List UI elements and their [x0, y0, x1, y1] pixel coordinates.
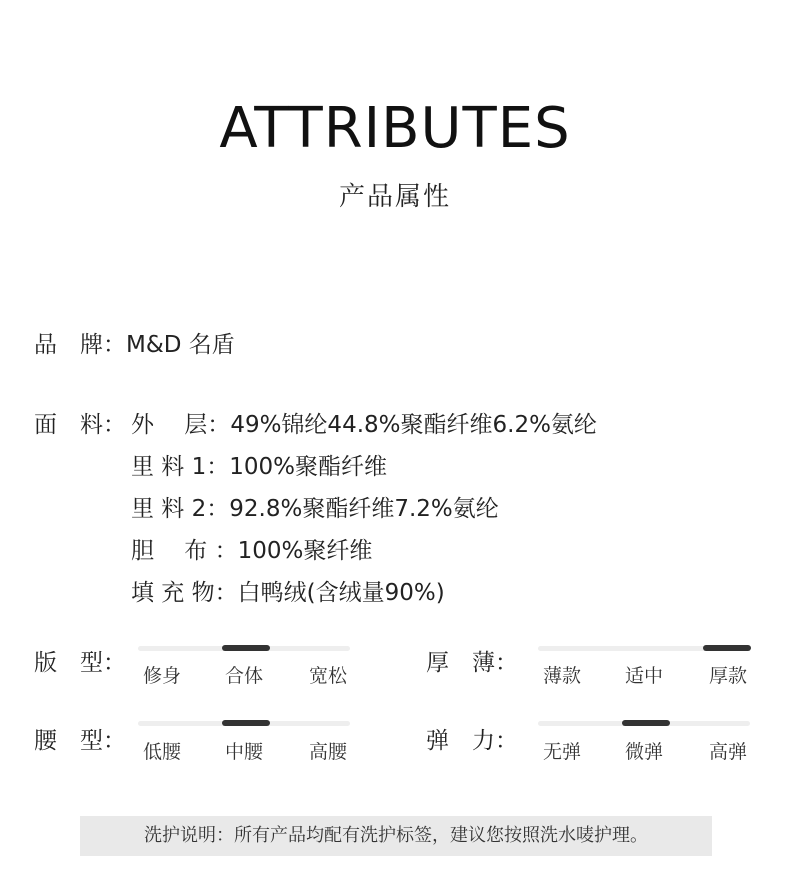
thickness-label: 厚 薄： — [426, 650, 518, 676]
fabric-row-label: 里 料 2： — [131, 496, 230, 522]
brand-value: M&D 名盾 — [126, 332, 235, 358]
fabric-row-label: 填 充 物： — [131, 580, 238, 606]
elasticity-slider-track — [538, 721, 750, 726]
care-instructions: 洗护说明：所有产品均配有洗护标签，建议您按照洗水唛护理。 — [80, 816, 712, 856]
brand-row — [34, 326, 235, 359]
elasticity-label: 弹 力： — [426, 728, 518, 754]
fabric-row-label: 外 层： — [131, 412, 231, 438]
fit-slider-knob — [222, 645, 270, 651]
elasticity-option: 微弹 — [625, 741, 664, 763]
fit-option: 宽松 — [309, 665, 348, 687]
fabric-row — [131, 532, 372, 565]
brand-label: 品 牌： — [34, 332, 126, 358]
page-subtitle: 产品属性 — [338, 182, 451, 212]
fabric-row — [131, 574, 445, 607]
fabric-row-value: 92.8%聚酯纤维7.2%氨纶 — [229, 496, 499, 522]
thickness-option: 厚款 — [709, 665, 748, 687]
fit-option: 合体 — [225, 665, 264, 687]
fabric-row — [131, 490, 499, 523]
fabric-row-value: 100%聚纤维 — [237, 538, 373, 564]
fabric-row — [131, 406, 597, 439]
elasticity-option: 无弹 — [543, 741, 582, 763]
fabric-row-value: 白鸭绒(含绒量90%) — [237, 580, 445, 606]
thickness-option: 适中 — [625, 665, 664, 687]
fabric-row-label: 里 料 1： — [131, 454, 230, 480]
waist-label: 腰 型： — [34, 728, 126, 754]
waist-option: 低腰 — [143, 741, 182, 763]
fit-option: 修身 — [143, 665, 182, 687]
waist-option: 中腰 — [225, 741, 264, 763]
waist-slider-knob — [222, 720, 270, 726]
thickness-slider-knob — [703, 645, 751, 651]
waist-option: 高腰 — [309, 741, 348, 763]
fabric-label: 面 料： — [34, 412, 126, 438]
fit-slider-track — [138, 646, 350, 651]
fit-label: 版 型： — [34, 650, 126, 676]
thickness-slider-track — [538, 646, 750, 651]
fabric-row-label: 胆 布 ： — [131, 538, 238, 564]
fabric-row-value: 100%聚酯纤维 — [229, 454, 388, 480]
fabric-row-value: 49%锦纶44.8%聚酯纤维6.2%氨纶 — [230, 412, 597, 438]
elasticity-option: 高弹 — [709, 741, 748, 763]
page-title: ATTRIBUTES — [219, 96, 571, 161]
elasticity-slider-knob — [622, 720, 670, 726]
fabric-row — [131, 448, 387, 481]
waist-slider-track — [138, 721, 350, 726]
thickness-option: 薄款 — [543, 665, 582, 687]
